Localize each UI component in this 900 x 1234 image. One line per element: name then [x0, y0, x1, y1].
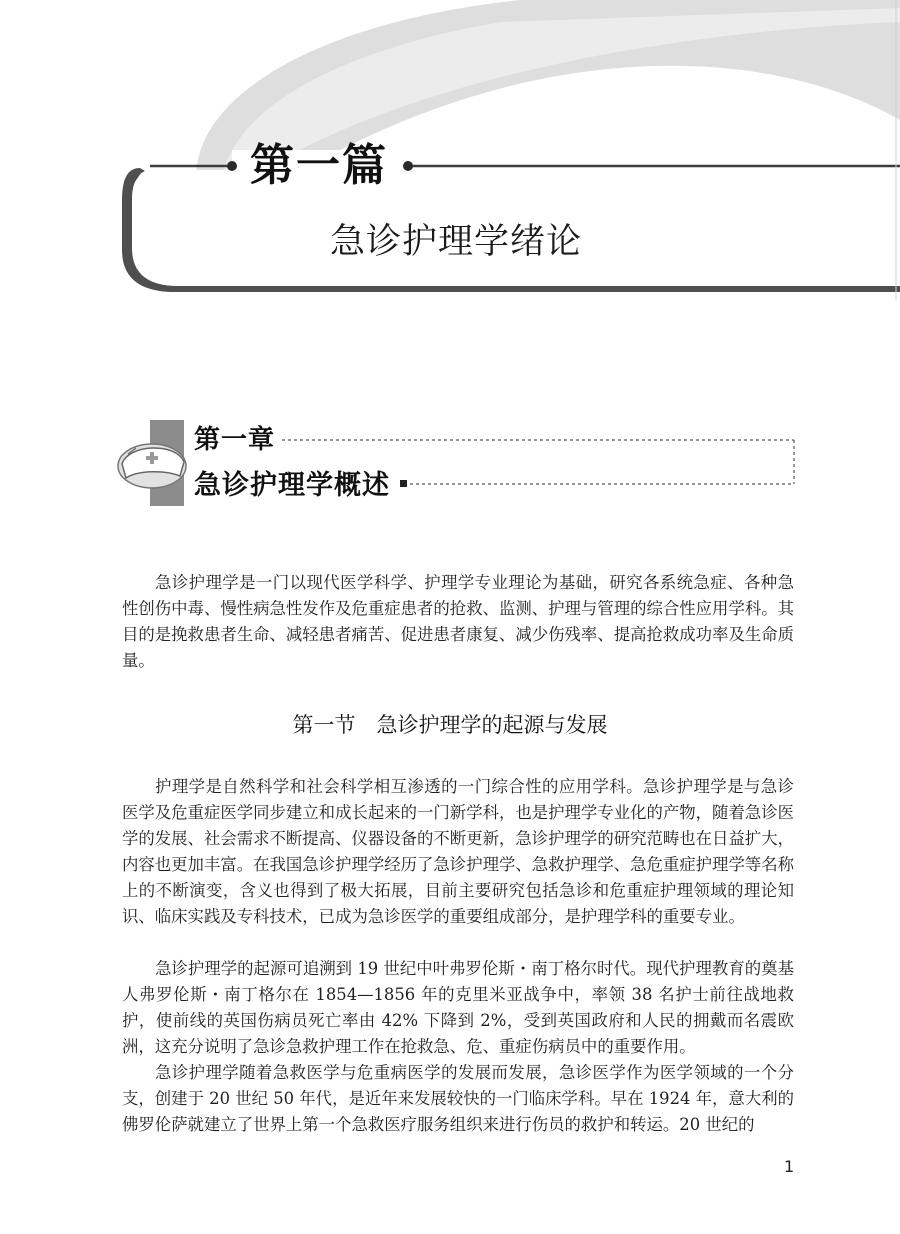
rule-dot-right — [403, 161, 413, 171]
rule-dot-left — [227, 161, 237, 171]
page-number: 1 — [784, 1157, 795, 1176]
chapter-title: 急诊护理学概述 — [194, 470, 390, 501]
part-title: 第一篇 — [250, 140, 388, 191]
part-subtitle: 急诊护理学绪论 — [330, 222, 583, 262]
chapter-number: 第一章 — [194, 425, 276, 455]
intro-paragraph: 急诊护理学是一门以现代医学科学、护理学专业理论为基础，研究各系统急症、各种急性创伤中毒、慢性病急性发作及危重症患者的抢救、监测、护理与管理的综合性应用学科。其目的是挽救患者生命、减轻患者痛苦、促进患者康复、减少伤残率、提高抢救成功率及生命质量。 — [122, 573, 795, 670]
section-paragraph-1: 护理学是自然科学和社会科学相互渗透的一门综合性的应用学科。急诊护理学是与急诊医学及危重症医学同步建立和成长起来的一门新学科，也是护理学专业化的产物，随着急诊医学的发展、社会需求不断提高、仪器设备的不断更新，急诊护理学的研究范畴也在日益扩大，内容也更加丰富。在我国急诊护理学经历了急诊护理学、急救护理学、急危重症护理学等名称上的不断演变，含义也得到了极大拓展，目前主要研究包括急诊和危重症护理领域的理论知识、临床实践及专科技术，已成为急诊医学的重要组成部分，是护理学科的重要专业。 — [122, 777, 795, 926]
section-paragraph-2: 急诊护理学的起源可追溯到 19 世纪中叶弗罗伦斯・南丁格尔时代。现代护理教育的奠基人弗罗伦斯・南丁格尔在 1854—1856 年的克里米亚战争中，率领 38 名护士前往战地救护，使前线的英国伤病员死亡率由 42% 下降到 2%，受到英国政府和人民的拥戴而名震欧洲，这充分说明了急诊急救护理工作在抢救急、危、重症伤病员中的重要作用。 — [122, 959, 794, 1056]
chapter-title-dot — [400, 480, 407, 487]
section-heading: 第一节 急诊护理学的起源与发展 — [292, 713, 608, 737]
section-paragraph-3: 急诊护理学随着急救医学与危重病医学的发展而发展，急诊医学作为医学领域的一个分支，创建于 20 世纪 50 年代，是近年来发展较快的一门临床学科。早在 1924 年，意大利的佛罗伦萨就建立了世界上第一个急救医疗服务组织来进行伤员的救护和转运。20 世纪的 — [122, 1063, 794, 1134]
nurse-cap-icon — [118, 444, 186, 488]
